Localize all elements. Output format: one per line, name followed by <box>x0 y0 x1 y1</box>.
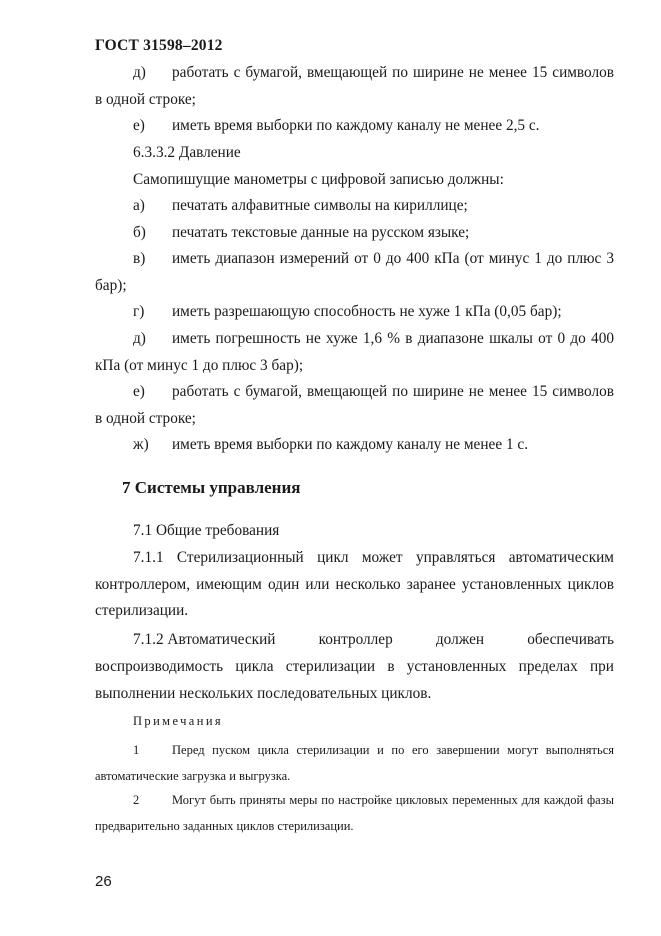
manometer-intro: Самопишущие манометры с цифровой записью должны: <box>133 171 504 188</box>
list-item-d-paper-width <box>95 60 614 113</box>
list-text: печатать алфавитные символы на кириллице; <box>172 197 468 214</box>
list-marker: ж) <box>133 436 149 453</box>
list-marker: е) <box>133 383 145 400</box>
list-marker: в) <box>133 250 146 267</box>
paragraph-7-1-2-first-line <box>95 627 614 654</box>
page-number: 26 <box>95 873 112 890</box>
list-text: иметь время выборки по каждому каналу не менее 2,5 с. <box>172 117 540 134</box>
list-text: работать с бумагой, вмещающей по ширине не менее 15 символов в одной строке; <box>95 64 614 108</box>
note-text: Перед пуском цикла стерилизации и по его завершении могут выполняться автоматические загрузка и выгрузка. <box>95 743 614 783</box>
list-marker: д) <box>133 330 146 347</box>
word: контроллер <box>318 631 393 648</box>
paragraph-7-1-2-rest: воспроизводимость цикла стерилизации в установленных пределах при выполнении нескольких последовательных циклов. <box>95 658 614 702</box>
list-text: иметь время выборки по каждому каналу не менее 1 с. <box>172 436 529 453</box>
list-marker: б) <box>133 224 146 241</box>
list-text: иметь разрешающую способность не хуже 1 кПа (0,05 бар); <box>172 303 562 320</box>
note-2 <box>95 787 614 839</box>
standard-header: ГОСТ 31598–2012 <box>95 37 223 54</box>
note-marker: 2 <box>133 793 140 807</box>
list-item-b-russian-text <box>95 220 614 247</box>
list-marker: г) <box>133 303 145 320</box>
list-text: работать с бумагой, вмещающей по ширине не менее 15 символов в одной строке; <box>95 383 614 427</box>
list-item-a-cyrillic <box>95 193 614 220</box>
list-item-v-range <box>95 246 614 299</box>
list-marker: а) <box>133 197 145 214</box>
list-text: иметь погрешность не хуже 1,6 % в диапазоне шкалы от 0 до 400 кПа (от минус 1 до плюс 3 бар); <box>95 330 614 374</box>
list-item-g-resolution <box>95 299 614 326</box>
list-text: иметь диапазон измерений от 0 до 400 кПа (от минус 1 до плюс 3 бар); <box>95 250 614 294</box>
list-item-d-accuracy <box>95 326 614 379</box>
word: обеспечивать <box>527 631 614 648</box>
list-item-zh-sampling-time <box>95 432 614 459</box>
paragraph-7-1-1: 7.1.1 Стерилизационный цикл может управляться автоматическим контроллером, имеющим один или несколько заранее установленных циклов стерилизации. <box>95 549 614 619</box>
note-marker: 1 <box>133 743 140 757</box>
clause-6-3-3-2-title: 6.3.3.2 Давление <box>133 144 241 161</box>
section-7-heading: 7 Системы управления <box>122 478 301 497</box>
subsection-7-1-title: 7.1 Общие требования <box>133 522 280 539</box>
list-marker: д) <box>133 64 146 81</box>
word: 7.1.2 Автоматический <box>133 631 276 648</box>
note-1 <box>95 737 614 789</box>
notes-title: Примечания <box>133 714 224 728</box>
note-text: Могут быть приняты меры по настройке цикловых переменных для каждой фазы предварительно заданных циклов стерилизации. <box>95 793 614 833</box>
list-text: печатать текстовые данные на русском языке; <box>172 224 470 241</box>
list-item-e-paper-width <box>95 379 614 432</box>
word: должен <box>435 631 485 648</box>
list-marker: е) <box>133 117 145 134</box>
list-item-e-sampling-time <box>95 113 614 140</box>
